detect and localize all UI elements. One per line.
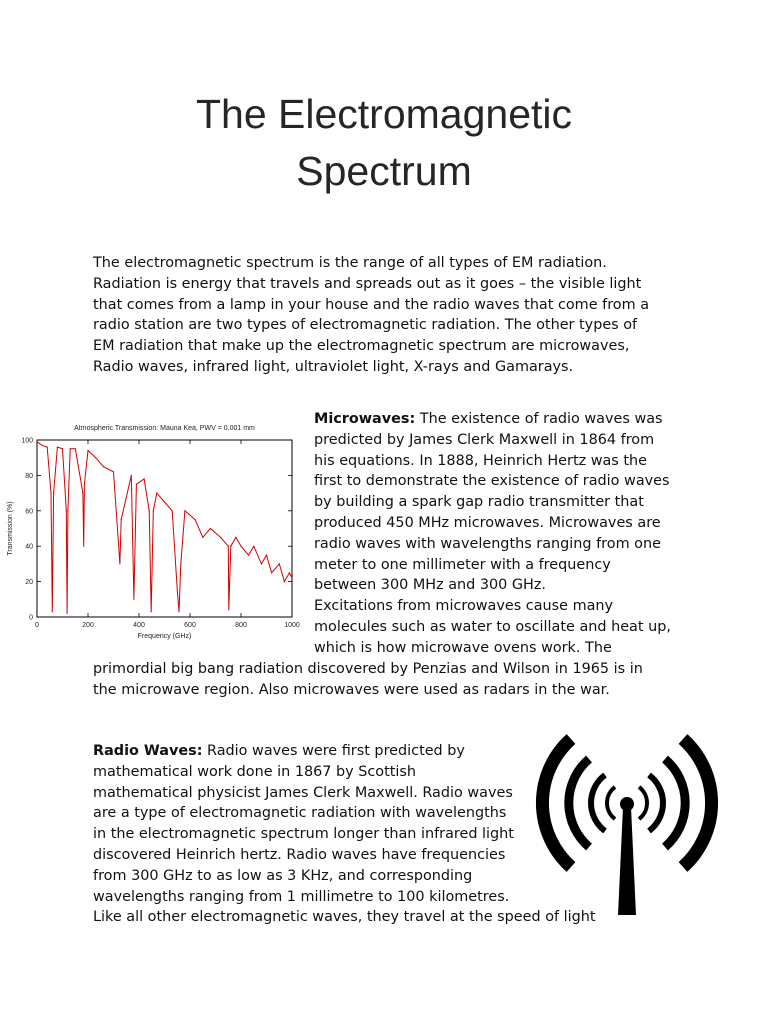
data-point	[195, 519, 196, 520]
data-point	[136, 484, 137, 485]
radio-waves-heading: Radio Waves:	[93, 743, 203, 759]
radio-waves-first-line-text: Radio waves were first predicted by	[202, 743, 465, 759]
data-point	[228, 609, 229, 610]
microwaves-tail-line: the microwave region. Also microwaves were used as radars in the war.	[93, 681, 610, 698]
microwaves-first-line-text: The existence of radio waves was	[415, 411, 663, 427]
antenna-mast	[618, 807, 636, 915]
y-tick-label: 40	[25, 543, 33, 551]
microwaves-section	[314, 409, 754, 659]
transmission-chart	[4, 418, 306, 648]
wave-right-1	[639, 787, 647, 819]
data-point	[279, 563, 280, 564]
data-point	[53, 493, 54, 494]
y-axis-label: Transmission (%)	[7, 501, 14, 556]
microwaves-line: his equations. In 1888, Heinrich Hertz was the	[314, 452, 647, 469]
data-point	[266, 554, 267, 555]
data-point	[113, 471, 114, 472]
wave-right-2	[649, 775, 663, 831]
data-point	[47, 446, 48, 447]
x-tick-label: 200	[82, 622, 94, 629]
microwaves-line: first to demonstrate the existence of radio waves	[314, 473, 670, 490]
radio-waves-line: mathematical physicist James Clerk Maxwell. Radio waves	[93, 784, 513, 801]
microwaves-line: which is how microwave ovens work. The	[314, 639, 612, 656]
intro-line: that comes from a lamp in your house and the radio waves that come from a	[93, 296, 650, 313]
series-line	[37, 442, 292, 614]
data-point	[184, 510, 185, 511]
intro-line: EM radiation that make up the electromagnetic spectrum are microwaves,	[93, 338, 630, 355]
radio-waves-line: are a type of electromagnetic radiation with wavelengths	[93, 805, 507, 822]
intro-line: Radio waves, infrared light, ultraviolet light, X-rays and Gamarays.	[93, 358, 574, 375]
microwaves-first-line	[314, 409, 754, 430]
microwaves-line: by building a spark gap radio transmitter that	[314, 494, 644, 511]
data-point	[253, 546, 254, 547]
microwaves-tail-line: primordial big bang radiation discovered by Penzias and Wilson in 1965 is in	[93, 661, 643, 677]
data-point	[228, 546, 229, 547]
intro-line: Radiation is energy that travels and spreads out as it goes – the visible light	[93, 275, 642, 292]
x-tick-label: 400	[133, 622, 145, 629]
chart-title: Atmospheric Transmission: Mauna Kea, PWV = 0.001 mm	[74, 425, 255, 432]
microwaves-line: between 300 MHz and 300 GHz.	[314, 577, 546, 594]
x-axis-label: Frequency (GHz)	[137, 633, 192, 640]
microwaves-line: meter to one millimeter with a frequency	[314, 556, 611, 573]
data-point	[172, 510, 173, 511]
microwaves-line: molecules such as water to oscillate and heat up,	[314, 618, 671, 635]
microwaves-line: radio waves with wavelengths ranging from one	[314, 535, 661, 552]
x-tick-label: 800	[235, 622, 247, 629]
data-point	[62, 448, 63, 449]
data-point	[36, 441, 37, 442]
data-point	[52, 611, 53, 612]
intro-line: radio station are two types of electromagnetic radiation. The other types of	[93, 317, 638, 334]
data-point	[210, 528, 211, 529]
data-point	[202, 537, 203, 538]
intro-line: The electromagnetic spectrum is the range of all types of EM radiation.	[93, 255, 607, 271]
data-point	[39, 443, 40, 444]
data-point	[220, 537, 221, 538]
data-point	[180, 563, 181, 564]
radio-waves-line: Like all other electromagnetic waves, they travel at the speed of light	[93, 909, 596, 926]
y-tick-label: 80	[25, 472, 33, 480]
data-point	[83, 546, 84, 547]
data-point	[121, 519, 122, 520]
radio-antenna-icon	[527, 727, 727, 917]
microwaves-line: produced 450 MHz microwaves. Microwaves are	[314, 514, 661, 531]
data-point	[289, 572, 290, 573]
chart-frame	[37, 440, 292, 617]
transmission-chart-svg	[4, 418, 306, 648]
radio-waves-line: mathematical work done in 1867 by Scottish	[93, 763, 416, 780]
x-tick-label: 1000	[284, 622, 300, 629]
data-point	[235, 537, 236, 538]
data-point	[248, 554, 249, 555]
data-point	[82, 493, 83, 494]
data-point	[240, 546, 241, 547]
radio-waves-line: from 300 GHz to as low as 3 KHz, and corresponding	[93, 867, 473, 884]
data-point	[119, 563, 120, 564]
data-point	[67, 510, 68, 511]
data-point	[144, 478, 145, 479]
x-tick-label: 0	[35, 622, 39, 629]
data-point	[42, 445, 43, 446]
data-point	[153, 510, 154, 511]
data-point	[149, 510, 150, 511]
data-point	[66, 510, 67, 511]
data-point	[156, 493, 157, 494]
radio-waves-line: discovered Heinrich hertz. Radio waves have frequencies	[93, 846, 506, 863]
data-point	[84, 484, 85, 485]
data-point	[284, 581, 285, 582]
data-point	[177, 590, 178, 591]
data-point	[230, 546, 231, 547]
title-line-2: Spectrum	[296, 148, 472, 194]
wave-right-3	[665, 759, 685, 847]
data-point	[291, 577, 292, 578]
y-tick-label: 0	[29, 614, 33, 622]
data-point	[57, 446, 58, 447]
title-line-1: The Electromagnetic	[195, 91, 572, 137]
wave-left-3	[569, 759, 589, 847]
data-point	[50, 493, 51, 494]
data-point	[131, 475, 132, 476]
radio-waves-line: in the electromagnetic spectrum longer than infrared light	[93, 826, 514, 843]
wave-left-1	[607, 787, 615, 819]
microwaves-heading: Microwaves:	[314, 411, 416, 427]
microwaves-line: predicted by James Clerk Maxwell in 1864 from	[314, 431, 655, 448]
data-point	[103, 466, 104, 467]
y-tick-label: 60	[25, 508, 33, 516]
data-point	[164, 501, 165, 502]
microwaves-tail	[93, 659, 713, 701]
page-title	[0, 86, 768, 200]
microwaves-line: Excitations from microwaves cause many	[314, 598, 614, 615]
data-point	[87, 450, 88, 451]
radio-antenna-svg	[527, 727, 727, 917]
data-point	[66, 613, 67, 614]
y-tick-label: 20	[25, 579, 33, 587]
data-point	[178, 611, 179, 612]
data-point	[95, 457, 96, 458]
data-point	[70, 448, 71, 449]
radio-waves-line: wavelengths ranging from 1 millimetre to 100 kilometres.	[93, 888, 510, 905]
data-point	[151, 611, 152, 612]
intro-paragraph	[93, 253, 693, 378]
data-point	[271, 572, 272, 573]
wave-left-2	[591, 775, 605, 831]
y-tick-label: 100	[21, 437, 33, 445]
x-tick-label: 600	[184, 622, 196, 629]
data-point	[133, 599, 134, 600]
data-point	[75, 448, 76, 449]
data-point	[261, 563, 262, 564]
